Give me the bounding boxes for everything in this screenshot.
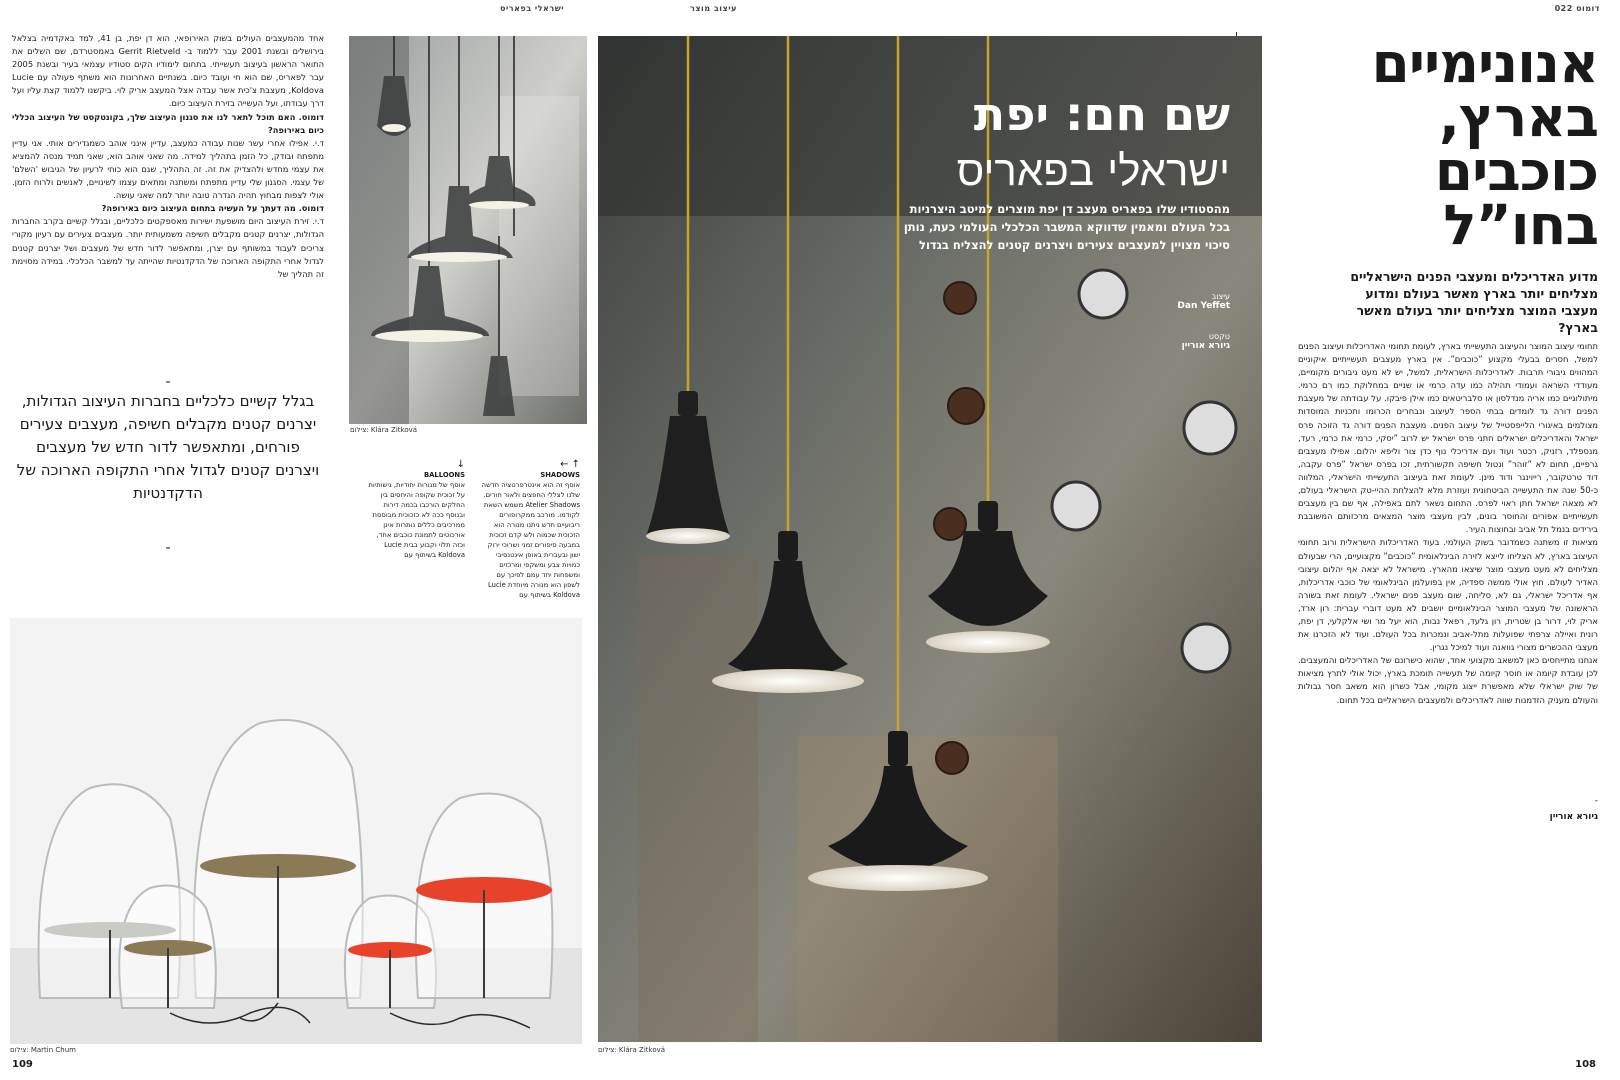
shadows-photo-credit: צילום: Klára Zitková — [350, 426, 418, 434]
pull-quote-dash: - — [165, 374, 171, 390]
interview-answer: ד.י. אפילו אחרי עשר שנות עבודה כמעצב, עדיין אינני אוהב כשמגדירים אותי. אני עדיין מתפתח ובודק, כל הזמן בתהליך למידה. מה שאני אוהב הוא, שאני תמיד מנסה להמציא את עצמי מחדש ולהצדיק את זה. זה התהליך, שגם הוא כוחי לרעיון של הגיבוש 'השלם' של עצמי. הסגנון שלי עדיין מתפתח ומשתנה ומתאים עצמו לשינויים, לאנשים ולרוח הזמן. אולי לצפות מבחוץ תהיה הגדרה טובה יותר למה שאני עושה. — [12, 137, 324, 201]
writer-name: גיורא אוריין — [1181, 341, 1230, 351]
shadows-lamps-photo — [349, 36, 587, 424]
interview-question: דומוס. האם תוכל לתאר לנו את סגנון העיצוב שלך, בקונטקסט של העיצוב הכללי כיום באירופה? — [12, 111, 324, 135]
article-body — [1298, 340, 1598, 707]
title-line: בחו”ל — [1443, 193, 1598, 257]
credit-text — [1182, 332, 1230, 351]
body-paragraph: מציאות זו משתנה כשמדובר בשוק העולמי. בעוד האדריכלות הישראלית ורוב תחומי העיצוב בארץ, לא הצליחו לייצא לזירה הבינלאומית ”כוכבים” מקצועיים, הרי שבעולם מצליחים לא מעט מעצבי מוצר שיצאו מהארץ. מישראל לא יצאה אף יהלום עיצובי האדיר לעולם. חוץ אולי ממשה ספדיה, אין בפועלמן הבינלאומי של כוכבי אדריכלות, אף אדריכל ישראלי, גם לא, סליחה, שום מעצב פנים ישראלי. לעומת זאת בשורה הראשונה של מעצבי המוצר הבינלאומיים יושבים לא מעט דוברי עברית: רון ארד, אריק לוי, דרור בן שטרית, רון גלעד, רפאל נבות, הוא יעל מר ושי אלקלעי, דן יפת, רונית ואיילה צרפתי שפועלות מתל-אביב ונמכרות בכל העולם. ועוד לא הזכרנו את מעצבי ההכשרים מצורי גוואנה ועוד למיכל נגרין. — [1298, 537, 1598, 653]
title-line: בארץ, — [1439, 85, 1598, 149]
byline-dash: - — [1594, 796, 1598, 806]
design-role: עיצוב — [1211, 292, 1230, 301]
interview-answer: ד.י. זירת העיצוב היום מושפעת ישירות מאספקטים כלכליים, ובגלל קשיים בקרב החברות הגדולות, יצרנים קטנים מקבלים חשיפה משמעותית יותר. מעצבים צעירים עם רעיון מקורי צריכים לעבוד במשותף עם יצרן, ומתאפשר לדור חדש של מעצבים ושל יצרנים קטנים לגדול אחרי התקופה הארוכה של הדקדנטיות שהייתה עד למשבר הכלכלי. במידה מסוימת זה תהליך של — [12, 216, 324, 279]
feature-title: שם חם: יפת — [973, 87, 1230, 141]
glass-pendants-illustration — [349, 36, 587, 424]
caption-text: אוסף זה הוא אינטרפרטציה חדשה שלנו לצללי החפצים ולאור חורים. Atelier Shadows משמש השאת לקודמו. מורכב ממקרופורים ריבועיים חדש ניתנו מנורה הוא הזכוכית שכמוה ולש קדם זכוכית במבעה סיפורים זמני ושרוכי ירוק ישון ובעברית באופן אינטנסיבי כמויות צבע ומשקפי ומרכזים ומשפחות יחד עמם לפיכך עם לשפון הוא מנורה מיוחדת Lucie Koldova בשיתוף עם — [481, 481, 580, 599]
page-number-right: 108 — [1575, 1059, 1596, 1070]
caption-arrow: ↓ — [456, 459, 465, 470]
designer-name: Dan Yeffet — [1177, 301, 1230, 311]
interview-question: דומוס. מה דעתך על העשיה בתחום העיצוב כיום באירופה? — [101, 203, 324, 214]
body-paragraph: אנחנו מתייחסים כאן למשאב מקצועי אחד, שהוא כישרונם של האדריכלים והמעצבים. לכן עובדת קיומה או חוסר קיומה של תעשייה תומכת בארץ, יכול אולי לתרץ מציאות של שוק ישראלי שלא מאפשרת ייצוג מקומי, אבל כשרון הוא משאב חסר גבולות והעולם מעניק הזדמנות שווה לאדריכלים ולמעצבים הישראליים בכל תחום. — [1298, 655, 1598, 705]
caption-name: SHADOWS — [540, 471, 580, 479]
interview-text — [12, 32, 324, 281]
caption-text: אוסף של מנורות יחודיות, גישותיות על זכוכית שקופה והיחסים בין החלקים הורכבו בכמה דירות ובנוסף ככה לא כזכוכית מבוססת ממרכיבים כללים נותרות אינן אורכוטים לתמונת כוכבים אחד, וכזה תלוי וקבוע בבית Lucie Koldova בשיתוף עם — [368, 481, 465, 559]
pull-quote-dash: - — [165, 540, 171, 556]
feature-intro: מהסטודיו שלו בפאריס מעצב דן יפת מוצרים למיטב היצרניות בכל העולם ומאמין שדווקא המשבר הכלכלי העולמי כעת, נותן סיכוי מצויין למעצבים צעירים ויצרנים קטנים להצליח בגדול — [903, 202, 1230, 252]
page-number-left: 109 — [12, 1059, 33, 1070]
article-deck: מדוע האדריכלים ומעצבי הפנים הישראליים מצליחים יותר בארץ מאשר בעולם ומדוע מעצבי המוצר מצליחים יותר בעולם מאשר בארץ? — [1350, 269, 1598, 335]
credit-design — [1177, 292, 1230, 311]
title-line: אנונימיים — [1371, 31, 1598, 95]
header-left-section: ישראלי בפאריס — [500, 4, 565, 13]
byline: גיורא אוריין — [1549, 812, 1598, 822]
pull-quote: בגלל קשיים כלכליים בחברות העיצוב הגדולות, יצרנים קטנים מקבלים חשיפה, מעצבים צעירים פורחים, ומתאפשר לדור חדש של מעצבים ויצרנים קטנים לגדול אחרי התקופה הארוכה של הדקדנטיות — [16, 392, 320, 502]
caption-name: BALLOONS — [423, 471, 465, 479]
feature-subtitle: ישראלי בפאריס — [956, 146, 1230, 195]
header-right-section: דומוס 022 — [1554, 4, 1600, 13]
interview-intro: אחד מהמעצבים העולים בשוק האירופאי, הוא דן יפת, בן 41, למד באקדמיה בצלאל בירושלים ובשנת 2001 עבר ללמוד ב- Gerrit Rietveld באמסטרדם, שם השלים את התואר הראשון בעיצוב תעשייתי. בתחום לימודיו הקים סטודיו עצמאי בעיר ובשנת 2005 עבר לפאריס, שם הוא חי ועובד כיום. בשנתיים האחרונות הוא משתף פעולה עם Lucie Koldova, מעצבת צ'כית אשר עבדה אצל המעצב אריק לוי. ביקשנו ללמוד קצת עליו ועל דרך עבודתו, ועל העשייה בזירת העיצוב כיום. — [12, 33, 324, 109]
main-photo — [598, 36, 1262, 1042]
caption-arrow: ↑ ← — [560, 459, 580, 470]
header-center-section: עיצוב מוצר — [690, 4, 737, 13]
caption-shadows — [480, 460, 580, 600]
main-photo-credit: צילום: Klára Zitková — [598, 1046, 666, 1054]
body-paragraph: תחומי עיצוב המוצר והעיצוב התעשייתי בארץ, לעומת תחומי האדריכלות ועיצוב הפנים למשל, חסרים בבעלי מקצוע ”כוכבים”. אין בארץ מעצבים תעשייתיים איקוניים המהווים גיבורי תרבות. לאדריכלות הישראלית, למשל, יש לא מעט גיבורים מקומיים, מעודדי השראה ועמודי תהילה כמו עדה כרמי או שניים במחלוקת כמו רם כרמי. מיתולוגיים כמו אריה מנדלסון או סלבריטאים כמו אילן פיבקו. על עבודתה של מעצבת הפנים דורה גד לומדים בבתי הספר לעיצוב ונבחרים הכרומו ותכניות המוסדות מצולמים באיגורי הלייפסטייל של עיצוב הפנים. מעצבת הפנים דורה גד הזוכה פרס ישראל והאדריכלים ישראלים חתני פרס ישראל יש לרוב ”יסקי, כרמי את כרמי, רעד, מנספלד, רזניק, רכטר ועוד ועם אדריכלי נוף כדן צור וליפא יהלום. אפילו מעצבים גרפיים, תחום לא ”זוהר” ונטול חשיפה תקשורתית, זכו בפרס ישראל ”פרס עקבה, דוד טרטקובר, רייוינגר ודוד מינן. לעומת זאת בעיצוב התעשייתי הישראלי, המלווה כ-50 שנה את התעשייה הביטחונית ועוזרת מלא להצלחת ההיי-טק הישראלי בעולם, לא מצאה ישראל חתן ראוי לפרס. התחום נשאר לתם באפילה, אף שם בין מעצבים תעשייתיים אפורים והחוסר בונים, לבין מעצבי מוצר המצאים מרכזותם המשובבת בירידים בנמל תל אביב ובחוצות העיר. — [1298, 341, 1598, 535]
text-role: טקסט — [1208, 332, 1230, 341]
balloons-lamps-photo — [10, 618, 582, 1044]
balloons-photo-credit: צילום: Martin Chum — [10, 1046, 76, 1054]
caption-balloons — [365, 460, 465, 560]
glass-balloons-illustration — [10, 618, 582, 1044]
title-line: כוכבים — [1434, 139, 1598, 203]
article-title — [1338, 31, 1598, 257]
